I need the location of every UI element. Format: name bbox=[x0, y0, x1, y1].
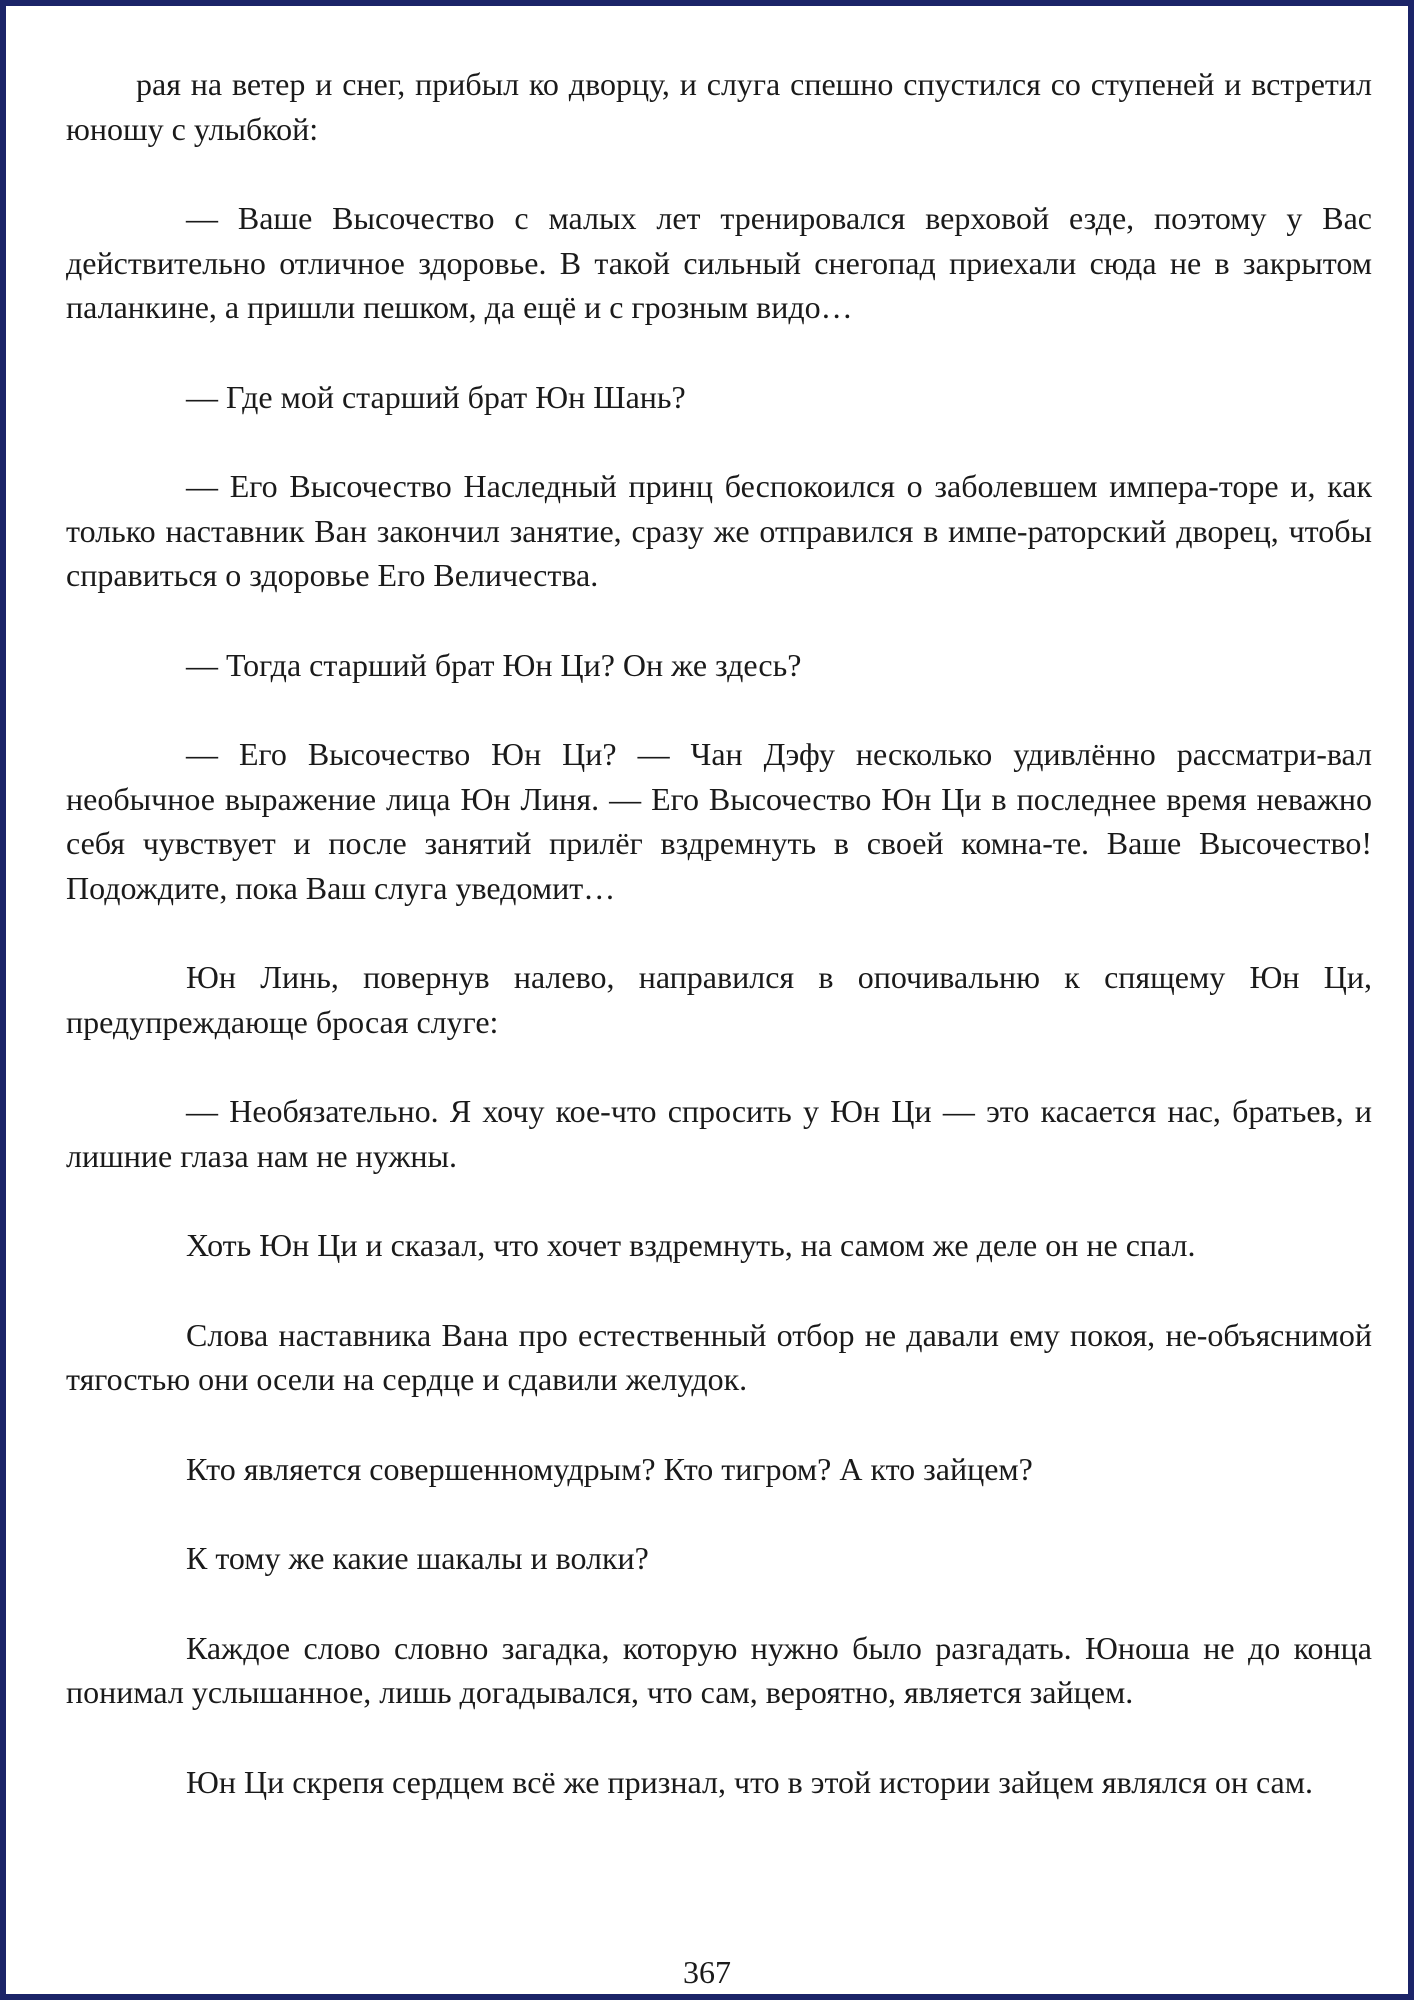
paragraph: Юн Линь, повернув налево, направился в опочивальню к спящему Юн Ци, предупреждающе бросая слуге: bbox=[66, 959, 1372, 1040]
paragraph: Кто является совершенномудрым? Кто тигром? А кто зайцем? bbox=[186, 1450, 1033, 1487]
page-number: 367 bbox=[683, 1954, 731, 1990]
paragraph: К тому же какие шакалы и волки? bbox=[186, 1540, 649, 1576]
paragraph: Хоть Юн Ци и сказал, что хочет вздремнуть, на самом же деле он не спал. bbox=[186, 1227, 1196, 1263]
paragraph: — Где мой старший брат Юн Шань? bbox=[186, 378, 686, 415]
paragraph: — Его Высочество Наследный принц беспокоился о заболевшем импера-торе и, как только наставник Ван закончил занятие, сразу же отправился в импе-раторский дворец, чтобы справиться о здоровье Его Величества. bbox=[66, 468, 1372, 593]
paragraph: — Тогда старший брат Юн Ци? Он же здесь? bbox=[186, 646, 802, 683]
paragraph: Юн Ци скрепя сердцем всё же признал, что в этой истории зайцем являлся он сам. bbox=[186, 1763, 1313, 1800]
body-text bbox=[66, 62, 1372, 1804]
paragraph: — Необязательно. Я хочу кое-что спросить у Юн Ци — это касается нас, братьев, и лишние глаза нам не нужны. bbox=[66, 1093, 1372, 1174]
paragraph: Каждое слово словно загадка, которую нужно было разгадать. Юноша не до конца понимал услышанное, лишь догадывался, что сам, вероятно, является зайцем. bbox=[66, 1629, 1372, 1710]
paragraph: рая на ветер и снег, прибыл ко дворцу, и слуга спешно спустился со ступеней и встретил юношу с улыбкой: bbox=[66, 66, 1372, 147]
paragraph: Слова наставника Вана про естественный отбор не давали ему покоя, не-объяснимой тягостью они осели на сердце и сдавили желудок. bbox=[66, 1316, 1372, 1397]
paragraph: — Ваше Высочество с малых лет тренировался верховой езде, поэтому у Вас действительно отличное здоровье. В такой сильный снегопад приехали сюда не в закрытом паланкине, а пришли пешком, да ещё и с грозным видо… bbox=[66, 200, 1372, 325]
paragraph: — Его Высочество Юн Ци? — Чан Дэфу несколько удивлённо рассматри-вал необычное выражение лица Юн Линя. — Его Высочество Юн Ци в последнее время неважно себя чувствует и после занятий прилёг вздремнуть в своей комна-те. Ваше Высочество! Подождите, пока Ваш слуга уведомит… bbox=[66, 736, 1372, 906]
